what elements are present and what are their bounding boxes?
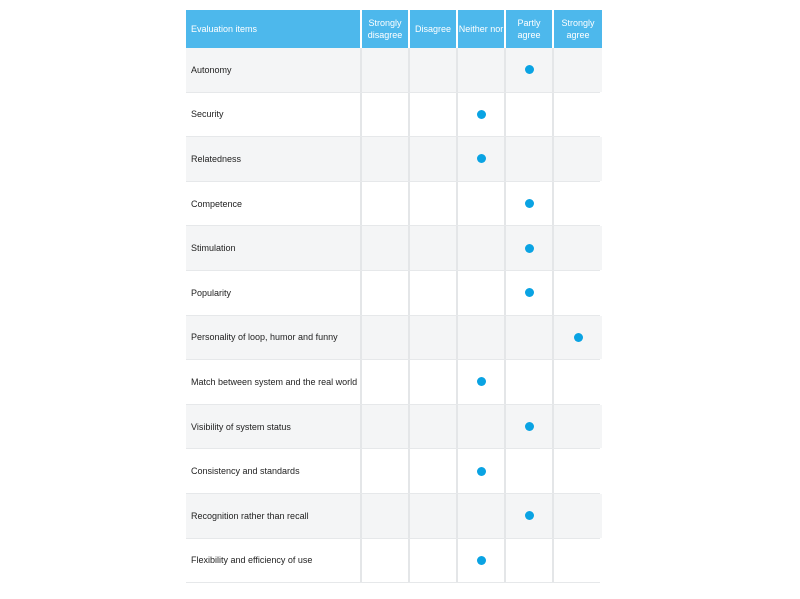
table-header — [186, 10, 600, 48]
rating-cell-strongly-disagree — [362, 182, 408, 226]
table-row — [186, 316, 600, 361]
header-neither-nor: Neither nor — [458, 10, 504, 48]
rating-cell-partly-agree — [506, 93, 552, 137]
table-row — [186, 494, 600, 539]
header-disagree: Disagree — [410, 10, 456, 48]
rating-cell-strongly-disagree — [362, 405, 408, 449]
evaluation-item-label: Flexibility and efficiency of use — [186, 539, 360, 583]
rating-cell-neither-nor — [458, 182, 504, 226]
evaluation-table — [186, 10, 600, 583]
evaluation-item-label: Security — [186, 93, 360, 137]
rating-cell-partly-agree — [506, 48, 552, 92]
selected-rating-dot — [477, 110, 486, 119]
header-strongly-agree: Strongly agree — [554, 10, 602, 48]
table-row — [186, 449, 600, 494]
table-body — [186, 48, 600, 583]
rating-cell-strongly-disagree — [362, 271, 408, 315]
rating-cell-partly-agree — [506, 316, 552, 360]
rating-cell-strongly-disagree — [362, 226, 408, 270]
selected-rating-dot — [525, 65, 534, 74]
selected-rating-dot — [477, 467, 486, 476]
selected-rating-dot — [477, 556, 486, 565]
table-row — [186, 226, 600, 271]
selected-rating-dot — [477, 154, 486, 163]
rating-cell-neither-nor — [458, 316, 504, 360]
selected-rating-dot — [477, 377, 486, 386]
rating-cell-strongly-agree — [554, 360, 602, 404]
rating-cell-neither-nor — [458, 494, 504, 538]
rating-cell-disagree — [410, 539, 456, 583]
table-row — [186, 360, 600, 405]
rating-cell-partly-agree — [506, 405, 552, 449]
evaluation-item-label: Match between system and the real world — [186, 360, 360, 404]
table-row — [186, 271, 600, 316]
rating-cell-disagree — [410, 449, 456, 493]
rating-cell-strongly-agree — [554, 449, 602, 493]
rating-cell-disagree — [410, 405, 456, 449]
header-evaluation-items: Evaluation items — [186, 10, 360, 48]
rating-cell-partly-agree — [506, 449, 552, 493]
evaluation-item-label: Personality of loop, humor and funny — [186, 316, 360, 360]
evaluation-item-label: Consistency and standards — [186, 449, 360, 493]
rating-cell-strongly-agree — [554, 271, 602, 315]
rating-cell-neither-nor — [458, 137, 504, 181]
selected-rating-dot — [525, 422, 534, 431]
rating-cell-partly-agree — [506, 182, 552, 226]
rating-cell-neither-nor — [458, 271, 504, 315]
rating-cell-strongly-agree — [554, 93, 602, 137]
rating-cell-disagree — [410, 271, 456, 315]
table-row — [186, 182, 600, 227]
evaluation-item-label: Visibility of system status — [186, 405, 360, 449]
rating-cell-strongly-disagree — [362, 93, 408, 137]
evaluation-item-label: Autonomy — [186, 48, 360, 92]
rating-cell-disagree — [410, 48, 456, 92]
selected-rating-dot — [525, 244, 534, 253]
rating-cell-neither-nor — [458, 48, 504, 92]
rating-cell-strongly-agree — [554, 182, 602, 226]
rating-cell-strongly-disagree — [362, 494, 408, 538]
rating-cell-neither-nor — [458, 226, 504, 270]
evaluation-item-label: Recognition rather than recall — [186, 494, 360, 538]
evaluation-item-label: Relatedness — [186, 137, 360, 181]
rating-cell-neither-nor — [458, 360, 504, 404]
rating-cell-strongly-disagree — [362, 360, 408, 404]
selected-rating-dot — [525, 511, 534, 520]
rating-cell-strongly-agree — [554, 48, 602, 92]
rating-cell-strongly-agree — [554, 539, 602, 583]
rating-cell-strongly-disagree — [362, 137, 408, 181]
table-row — [186, 48, 600, 93]
table-row — [186, 137, 600, 182]
evaluation-item-label: Popularity — [186, 271, 360, 315]
rating-cell-neither-nor — [458, 405, 504, 449]
rating-cell-partly-agree — [506, 539, 552, 583]
rating-cell-disagree — [410, 360, 456, 404]
evaluation-item-label: Stimulation — [186, 226, 360, 270]
rating-cell-partly-agree — [506, 271, 552, 315]
header-partly-agree: Partly agree — [506, 10, 552, 48]
rating-cell-disagree — [410, 494, 456, 538]
selected-rating-dot — [525, 288, 534, 297]
rating-cell-disagree — [410, 137, 456, 181]
rating-cell-partly-agree — [506, 137, 552, 181]
rating-cell-strongly-agree — [554, 137, 602, 181]
rating-cell-disagree — [410, 182, 456, 226]
rating-cell-strongly-disagree — [362, 48, 408, 92]
rating-cell-strongly-agree — [554, 494, 602, 538]
rating-cell-neither-nor — [458, 449, 504, 493]
selected-rating-dot — [525, 199, 534, 208]
rating-cell-partly-agree — [506, 226, 552, 270]
table-row — [186, 93, 600, 138]
rating-cell-strongly-disagree — [362, 539, 408, 583]
rating-cell-partly-agree — [506, 494, 552, 538]
rating-cell-neither-nor — [458, 539, 504, 583]
rating-cell-disagree — [410, 93, 456, 137]
rating-cell-strongly-agree — [554, 226, 602, 270]
rating-cell-partly-agree — [506, 360, 552, 404]
table-row — [186, 405, 600, 450]
rating-cell-disagree — [410, 316, 456, 360]
rating-cell-strongly-agree — [554, 316, 602, 360]
table-row — [186, 539, 600, 584]
rating-cell-strongly-agree — [554, 405, 602, 449]
header-strongly-disagree: Strongly disagree — [362, 10, 408, 48]
rating-cell-neither-nor — [458, 93, 504, 137]
selected-rating-dot — [574, 333, 583, 342]
rating-cell-strongly-disagree — [362, 316, 408, 360]
rating-cell-disagree — [410, 226, 456, 270]
evaluation-item-label: Competence — [186, 182, 360, 226]
rating-cell-strongly-disagree — [362, 449, 408, 493]
